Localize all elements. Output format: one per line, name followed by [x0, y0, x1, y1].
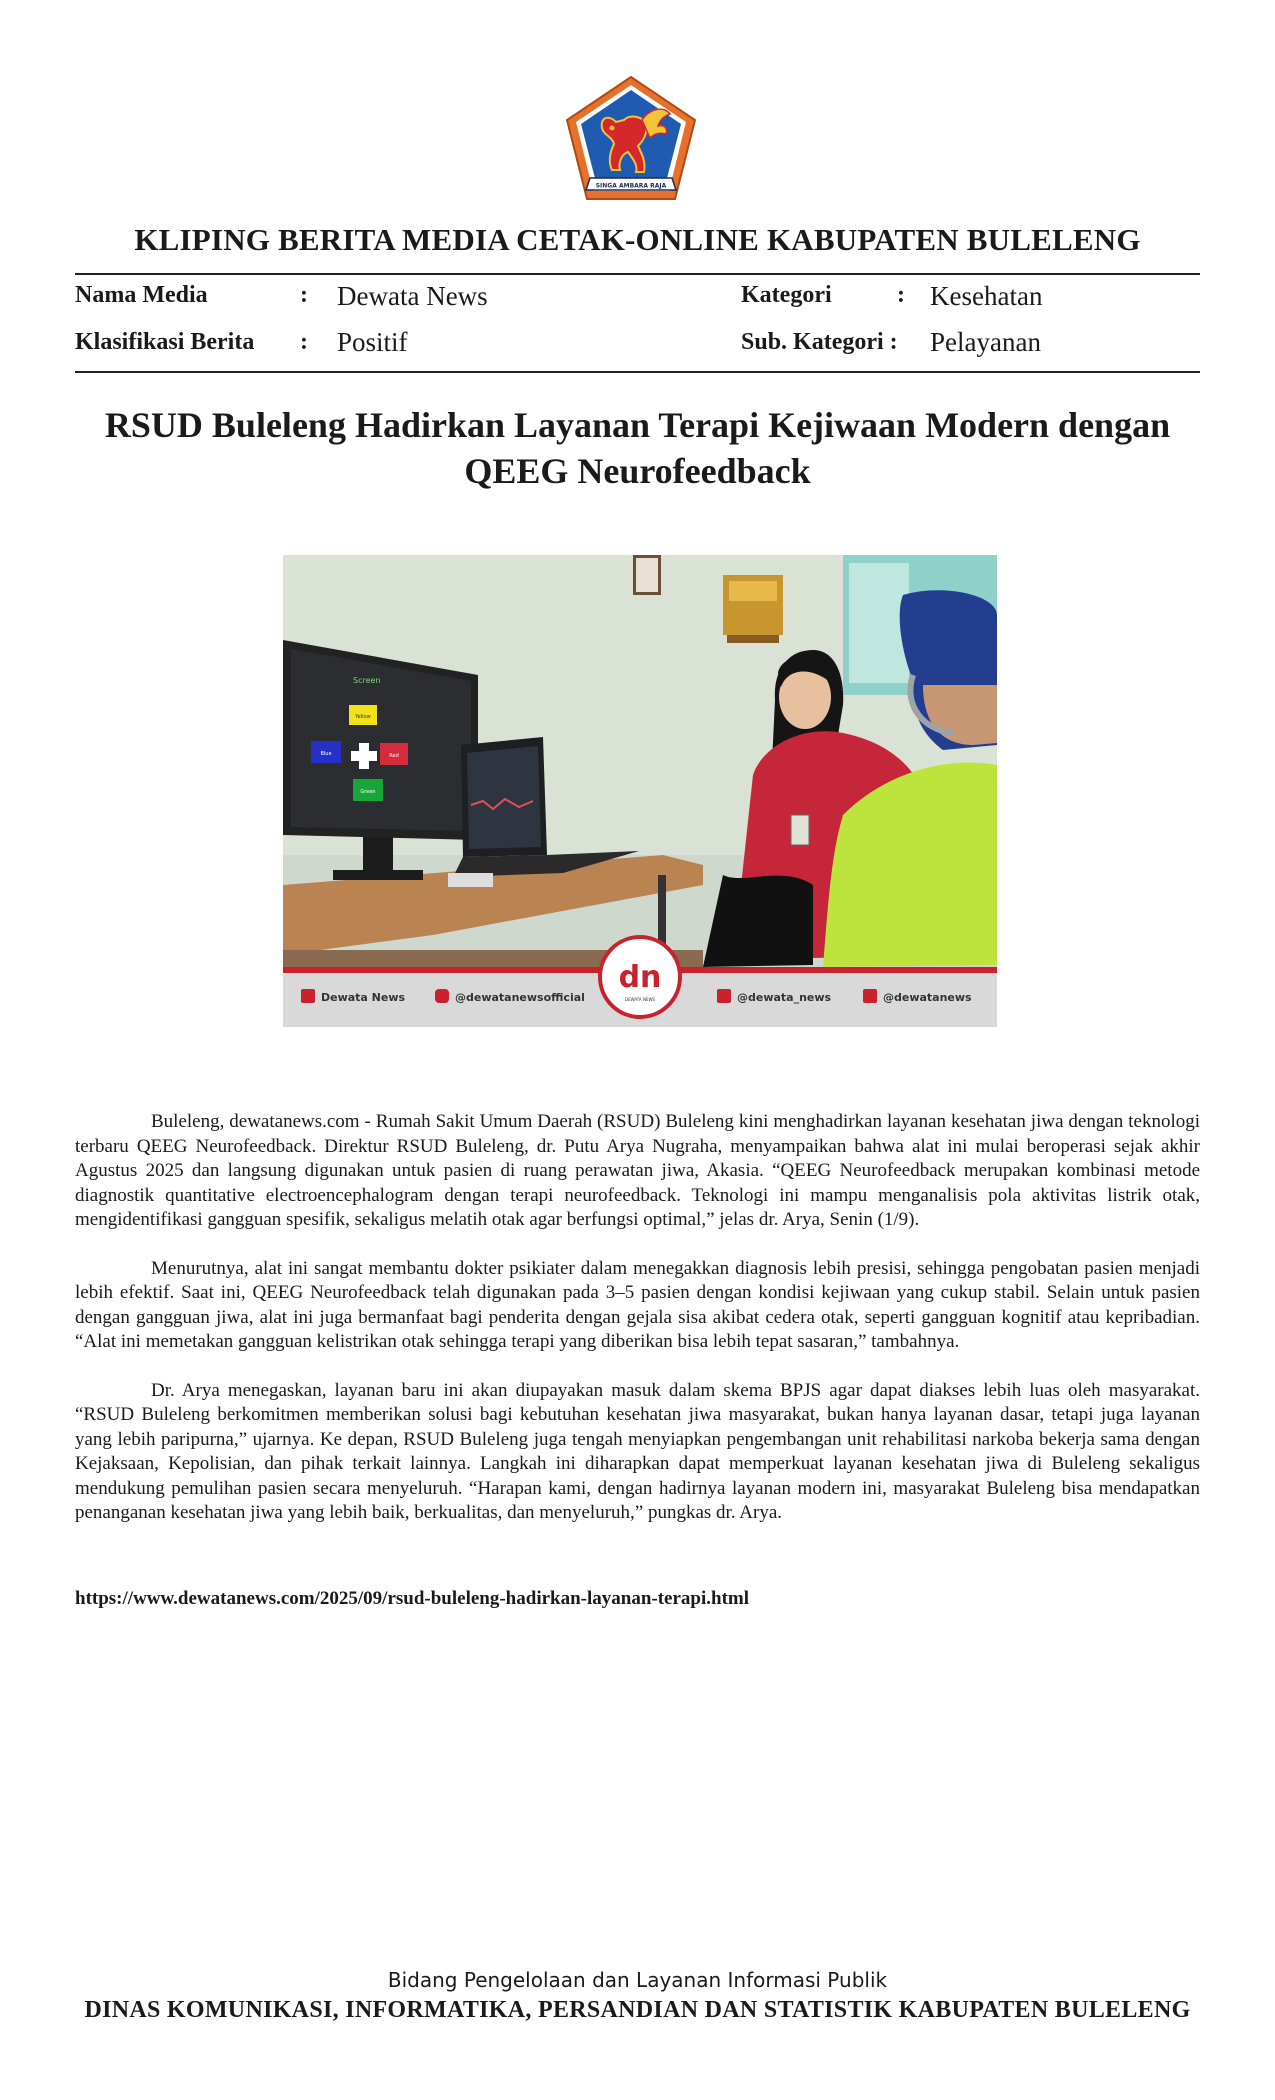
photo-tile-green: Green: [360, 789, 376, 795]
klasifikasi-value: Positif: [337, 327, 408, 357]
photo-screen-title: Screen: [353, 676, 381, 685]
media-label: Nama Media: [75, 282, 208, 308]
photo-brand-name: DEWATA NEWS: [625, 997, 655, 1002]
kategori-label: Kategori: [741, 282, 832, 308]
photo-facebook-handle: Dewata News: [321, 991, 406, 1004]
footer-division: Bidang Pengelolaan dan Layanan Informasi Publik: [387, 1968, 888, 1992]
divider-top: [75, 273, 1200, 275]
klasifikasi-colon: :: [300, 329, 308, 355]
subkategori-value: Pelayanan: [930, 327, 1041, 357]
article-paragraph-2: Menurutnya, alat ini sangat membantu dokter psikiater dalam menegakkan diagnosis lebih presisi, sehingga pengobatan pasien menjadi lebih efektif. Saat ini, QEEG Neurofeedback telah digunakan pada 3–5 pasien dengan kondisi kejiwaan yang cukup stabil. Selain untuk pasien dengan gangguan jiwa, alat ini juga bermanfaat bagi penderita dengan gejala sisa akibat cedera otak, seperti gangguan kognitif atau kepribadian. “Alat ini memetakan gangguan kelistrikan otak sehingga terapi yang diberikan bisa lebih tepat sasaran,” tambahnya.: [75, 1257, 1200, 1352]
subkategori-label: Sub. Kategori :: [741, 329, 898, 355]
photo-instagram-handle: @dewatanewsofficial: [455, 991, 585, 1004]
logo-motto: SINGA AMBARA RAJA: [595, 182, 667, 190]
photo-tile-blue: Blue: [320, 751, 332, 757]
kategori-colon: :: [897, 282, 905, 308]
article-body: [75, 1110, 1200, 1550]
media-value: Dewata News: [337, 281, 488, 311]
article-paragraph-1: Buleleng, dewatanews.com - Rumah Sakit Umum Daerah (RSUD) Buleleng kini menghadirkan layanan kesehatan jiwa dengan teknologi terbaru QEEG Neurofeedback. Direktur RSUD Buleleng, dr. Putu Arya Nugraha, menyampaikan bahwa alat ini mulai beroperasi sejak akhir Agustus 2025 dan langsung digunakan untuk pasien di ruang perawatan jiwa, Akasia. “QEEG Neurofeedback merupakan kombinasi metode diagnostik quantitative electroencephalogram dengan terapi neurofeedback. Teknologi ini mampu menganalisis pola aktivitas listrik otak, mengidentifikasi gangguan spesifik, sekaligus melatih otak agar berfungsi optimal,” jelas dr. Arya, Senin (1/9).: [75, 1111, 1200, 1230]
photo-tiktok-handle: @dewatanews: [883, 991, 972, 1004]
article-photo: [283, 555, 997, 1027]
kategori-value: Kesehatan: [930, 281, 1043, 311]
divider-bottom: [75, 371, 1200, 373]
article-paragraph-3: Dr. Arya menegaskan, layanan baru ini akan diupayakan masuk dalam skema BPJS agar dapat diakses lebih luas oleh masyarakat. “RSUD Buleleng berkomitmen memberikan solusi bagi kebutuhan kesehatan jiwa masyarakat, bukan hanya layanan dasar, tetapi juga layanan yang lebih paripurna,” ujarnya. Ke depan, RSUD Buleleng juga tengah menyiapkan pengembangan unit rehabilitasi narkoba bekerja sama dengan Kejaksaan, Kepolisian, dan pihak terkait lainnya. Langkah ini diharapkan dapat memperkuat layanan kesehatan jiwa di Buleleng sekaligus mendukung pemulihan pasien secara menyeluruh. “Harapan kami, dengan hadirnya layanan modern ini, masyarakat Buleleng bisa mendapatkan penanganan kesehatan jiwa yang lebih baik, berkualitas, dan menyeluruh,” pungkas dr. Arya.: [75, 1379, 1200, 1523]
photo-tile-yellow: Yellow: [355, 714, 371, 720]
article-headline: RSUD Buleleng Hadirkan Layanan Terapi Kejiwaan Modern dengan QEEG Neurofeedback: [104, 405, 1171, 491]
singa-ambara-raja-emblem-icon: [564, 74, 698, 202]
klasifikasi-label: Klasifikasi Berita: [75, 329, 255, 355]
masthead-title: KLIPING BERITA MEDIA CETAK-ONLINE KABUPATEN BULELENG: [134, 222, 1141, 257]
photo-brand-mark: dn: [618, 960, 662, 995]
photo-twitter-handle: @dewata_news: [737, 991, 832, 1004]
media-colon: :: [300, 282, 308, 308]
footer-agency: DINAS KOMUNIKASI, INFORMATIKA, PERSANDIAN DAN STATISTIK KABUPATEN BULELENG: [84, 1997, 1191, 2023]
photo-tile-red: Red: [389, 753, 399, 759]
source-url-link[interactable]: https://www.dewatanews.com/2025/09/rsud-buleleng-hadirkan-layanan-terapi.html: [75, 1588, 750, 1609]
